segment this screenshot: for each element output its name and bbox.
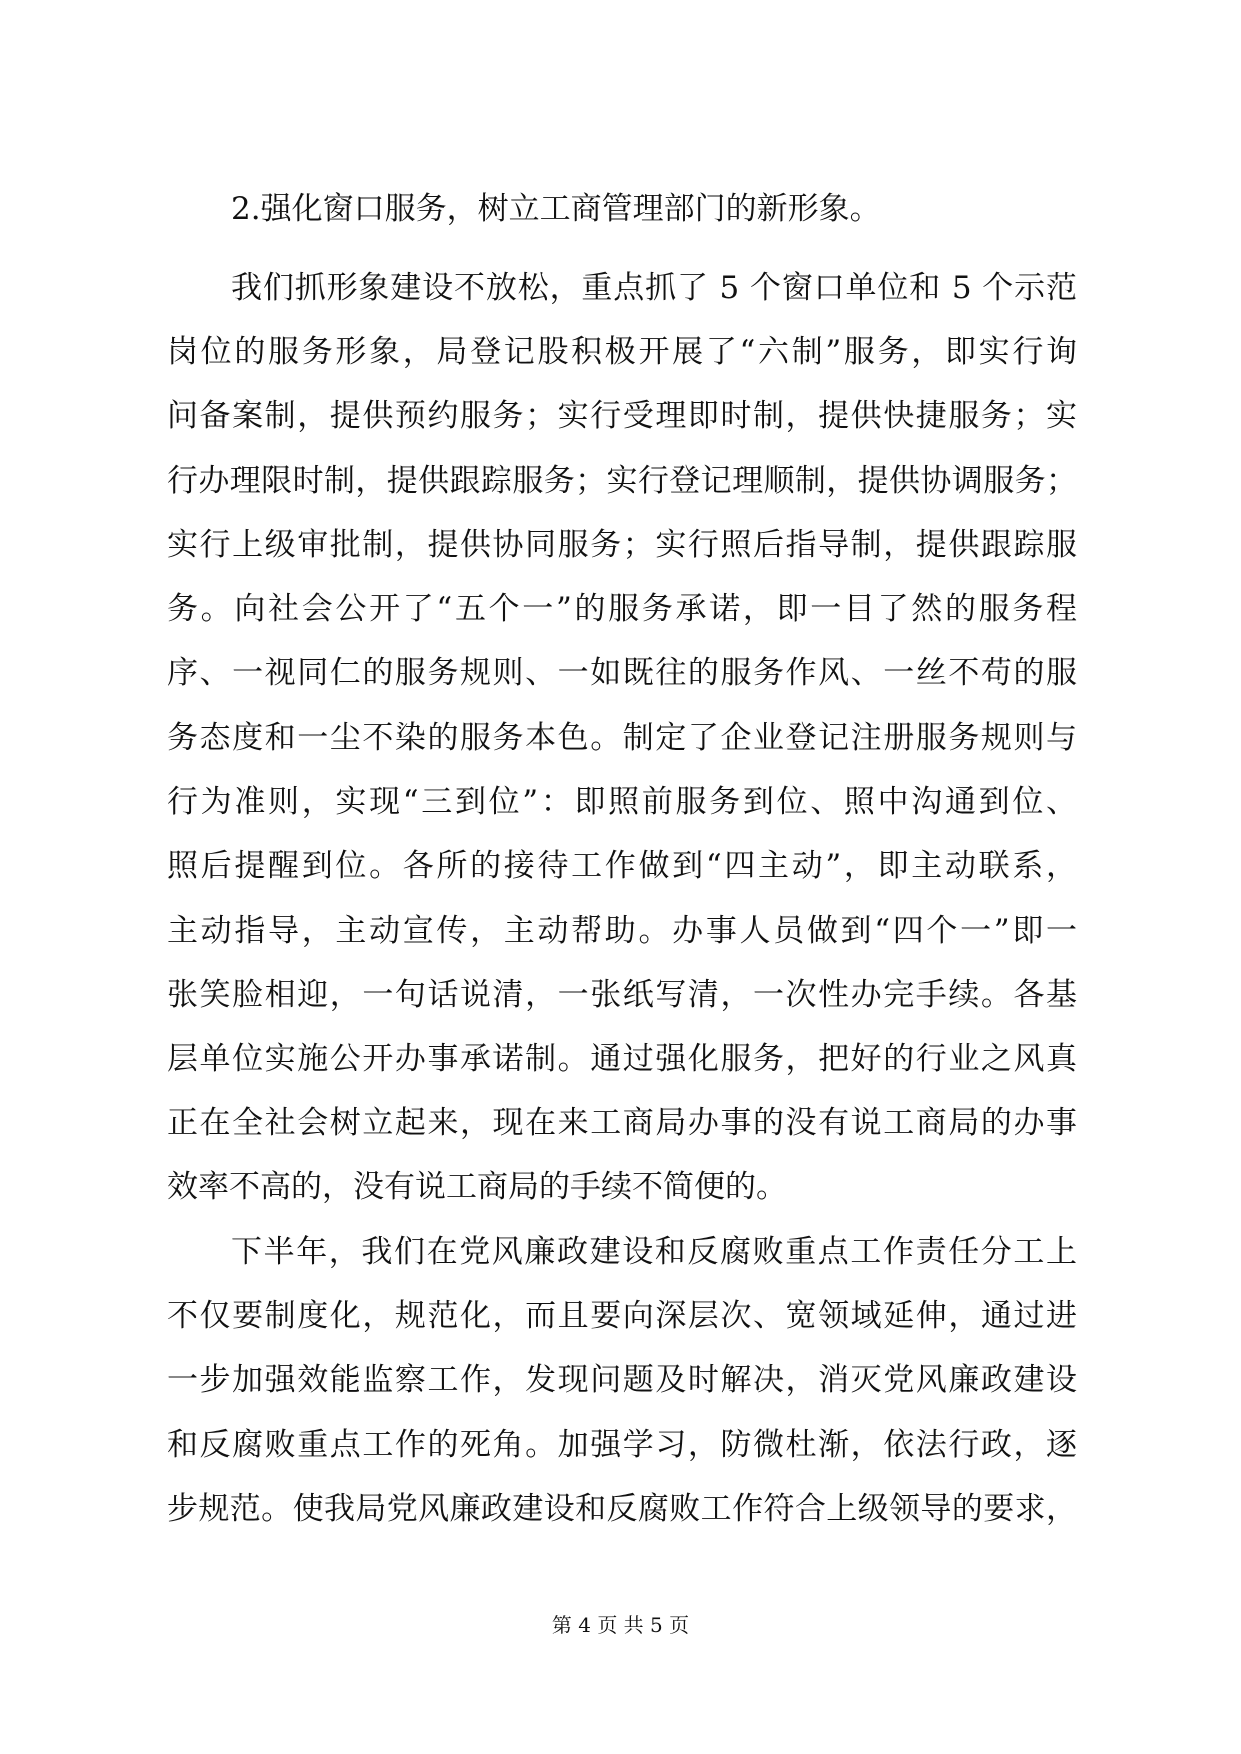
- paragraph-2-line-5: 步规范。使我局党风廉政建设和反腐败工作符合上级领导的要求，: [167, 1491, 1077, 1527]
- paragraph-2-line-3: 一步加强效能监察工作，发现问题及时解决，消灭党风廉政建设: [167, 1362, 1077, 1398]
- paragraph-1-line-2: 岗位的服务形象，局登记股积极开展了“六制”服务，即实行询: [167, 334, 1077, 370]
- paragraph-1-line-5: 实行上级审批制，提供协同服务；实行照后指导制，提供跟踪服: [167, 527, 1077, 563]
- paragraph-1-line-10: 照后提醒到位。各所的接待工作做到“四主动”，即主动联系，: [167, 848, 1077, 884]
- paragraph-1-line-11: 主动指导，主动宣传，主动帮助。办事人员做到“四个一”即一: [167, 913, 1077, 949]
- paragraph-1-line-8: 务态度和一尘不染的服务本色。制定了企业登记注册服务规则与: [167, 720, 1077, 756]
- paragraph-1-line-9: 行为准则，实现“三到位”：即照前服务到位、照中沟通到位、: [167, 784, 1077, 820]
- paragraph-1-line-12: 张笑脸相迎，一句话说清，一张纸写清，一次性办完手续。各基: [167, 977, 1077, 1013]
- paragraph-1-line-4: 行办理限时制，提供跟踪服务；实行登记理顺制，提供协调服务；: [167, 463, 1077, 499]
- paragraph-1-line-15: 效率不高的，没有说工商局的手续不简便的。: [167, 1169, 787, 1205]
- paragraph-2-line-4: 和反腐败重点工作的死角。加强学习，防微杜渐，依法行政，逐: [167, 1427, 1077, 1463]
- section-heading: 2.强化窗口服务，树立工商管理部门的新形象。: [231, 191, 881, 227]
- paragraph-2-line-2: 不仅要制度化，规范化，而且要向深层次、宽领域延伸，通过进: [167, 1298, 1077, 1334]
- page-number-footer: 第 4 页 共 5 页: [551, 1613, 690, 1637]
- paragraph-1-line-1: 我们抓形象建设不放松，重点抓了 5 个窗口单位和 5 个示范: [231, 270, 1077, 306]
- paragraph-1-line-7: 序、一视同仁的服务规则、一如既往的服务作风、一丝不苟的服: [167, 655, 1077, 691]
- paragraph-1-line-13: 层单位实施公开办事承诺制。通过强化服务，把好的行业之风真: [167, 1041, 1077, 1077]
- paragraph-1-line-3: 问备案制，提供预约服务；实行受理即时制，提供快捷服务；实: [167, 398, 1077, 434]
- paragraph-1-line-14: 正在全社会树立起来，现在来工商局办事的没有说工商局的办事: [167, 1105, 1077, 1141]
- paragraph-1-line-6: 务。向社会公开了“五个一”的服务承诺，即一目了然的服务程: [167, 591, 1077, 627]
- paragraph-2-line-1: 下半年，我们在党风廉政建设和反腐败重点工作责任分工上: [231, 1234, 1077, 1270]
